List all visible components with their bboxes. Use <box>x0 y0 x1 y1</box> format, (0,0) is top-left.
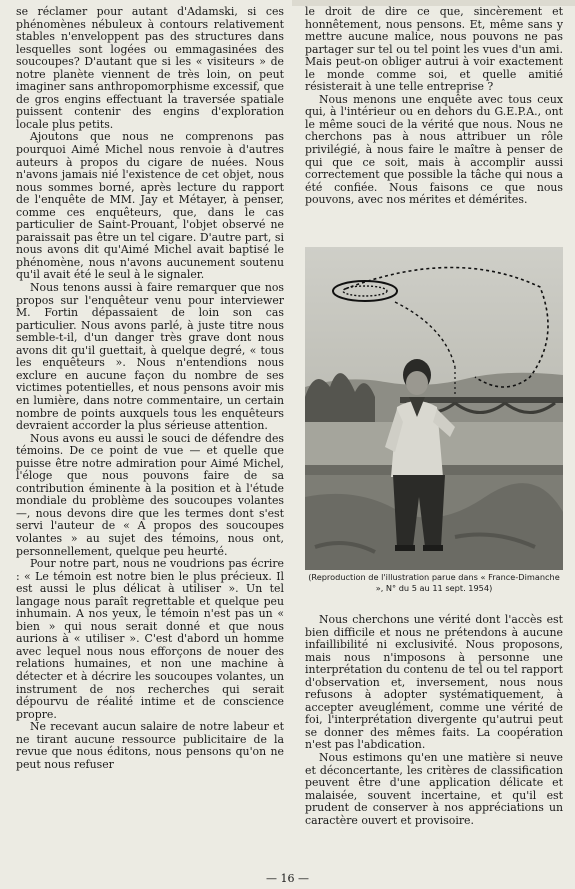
paragraph: Pour notre part, nous ne voudrions pas écrire : « Le témoin est notre bien le plus précieux. Il est aussi le plus délicat à utiliser ». Un tel langage nous paraît regrettable et quelque peu inhumain. A nos yeux, le témoin n'est pas un « bien » qui nous serait donné et que nous aurions à « utiliser ». C'est d'abord un homme avec lequel nous nous efforçons de nouer des relations humaines, et non une machine à détecter et à décrire les soucoupes volantes, un instrument de nos recherches qui serait dépourvu de réalité intime et de conscience propre. <box>16 557 284 721</box>
right-column-top <box>305 6 563 207</box>
paragraph: Nous tenons aussi à faire remarquer que nos propos sur l'enquêteur venu pour interviewer M. Fortin dépassaient de loin son cas particulier. Nous avons parlé, à juste titre nous semble-t-il, d'un danger très grave dont nous avons dit qu'il guettait, à quelque degré, « tous les enquêteurs ». Nous n'entendions nous exclure en aucune façon du nombre de ses victimes potentielles, et nous pensons avoir mis en lumière, dans notre commentaire, un certain nombre de points auxquels tous les enquêteurs devraient accorder la plus sérieuse attention. <box>16 281 284 433</box>
paragraph: Nous estimons qu'en une matière si neuve et déconcertante, les critères de classification peuvent être d'une application délicate et malaisée, souvent incertaine, et qu'il est prudent de conserver à nos appréciations un caractère ouvert et provisoire. <box>305 751 563 827</box>
photo-caption: (Reproduction de l'illustration parue dans « France-Dimanche », N° du 5 au 11 sept. 1954) <box>308 572 560 593</box>
photo-scene <box>305 247 563 570</box>
figure <box>305 247 563 612</box>
right-column-bottom <box>305 614 563 827</box>
page-number: — 16 — <box>266 872 309 885</box>
paragraph: Ne recevant aucun salaire de notre labeur et ne tirant aucune ressource publicitaire de la revue que nous éditons, nous pensons qu'on ne peut nous refuser <box>16 720 284 771</box>
photo-illustration <box>305 247 563 570</box>
paragraph: se réclamer pour autant d'Adamski, si ces phénomènes nébuleux à contours relativement stables n'enveloppent pas des structures dans lesquelles sont logées ou emmagasinées des soucoupes? D'autant que si les « visiteurs » de notre planète viennent de très loin, on peut imaginer sans anthropomorphisme excessif, que de gros engins effectuant la traversée spatiale puissent contenir des engins d'exploration locale plus petits. <box>16 5 284 131</box>
paragraph: Nous avons eu aussi le souci de défendre des témoins. De ce point de vue — et quelle que puisse être notre admiration pour Aimé Michel, l'éloge que nous pouvons faire de sa contribution éminente à la position et à l'étude mondiale du problème des soucoupes volantes —, nous devons dire que les termes dont s'est servi l'auteur de « A propos des soucoupes volantes » au sujet des témoins, nous ont, personnellement, quelque peu heurté. <box>16 431 284 558</box>
paragraph: Nous menons une enquête avec tous ceux qui, à l'intérieur ou en dehors du G.E.P.A., ont le même souci de la vérité que nous. Nous ne cherchons pas à nous attribuer un rôle privilégié, à nous faire le maître à penser de qui que ce soit, mais à accomplir aussi correctement que possible la tâche qui nous a été confiée. Nous faisons ce que nous pouvons, avec nos mérites et démérites. <box>305 92 563 207</box>
paragraph: Ajoutons que nous ne comprenons pas pourquoi Aimé Michel nous renvoie à d'autres auteurs à propos du cigare de nuées. Nous n'avons jamais nié l'existence de cet objet, nous nous sommes borné, après lecture du rapport de l'enquête de MM. Jay et Métayer, à penser, comme ces enquêteurs, que, dans le cas particulier de Saint-Prouant, l'objet observé ne paraissait pas être un tel cigare. D'autre part, si nous avons dit qu'Aimé Michel avait baptisé le phénomène, nous n'avons aucunement soutenu qu'il avait été le seul à le signaler. <box>16 130 284 282</box>
paragraph: le droit de dire ce que, sincèrement et honnêtement, nous pensons. Et, même sans y mettre aucune malice, nous pouvons ne pas partager sur tel ou tel point les vues d'un ami. Mais peut-on obliger autrui à voir exactement le monde comme soi, et quelle amitié résisterait à une telle entreprise ? <box>305 5 563 94</box>
paragraph: Nous cherchons une vérité dont l'accès est bien difficile et nous ne prétendons à aucune infaillibilité ni exclusivité. Nous proposons, mais nous n'imposons à personne une interprétation du contenu de tel ou tel rapport d'observation et, inversement, nous nous refusons à adopter systématiquement, à accepter aveuglément, comme une vérité de foi, l'interprétation divergente qu'autrui peut se donner des mêmes faits. La coopération n'est pas l'abdication. <box>305 613 563 752</box>
left-column <box>16 6 284 771</box>
